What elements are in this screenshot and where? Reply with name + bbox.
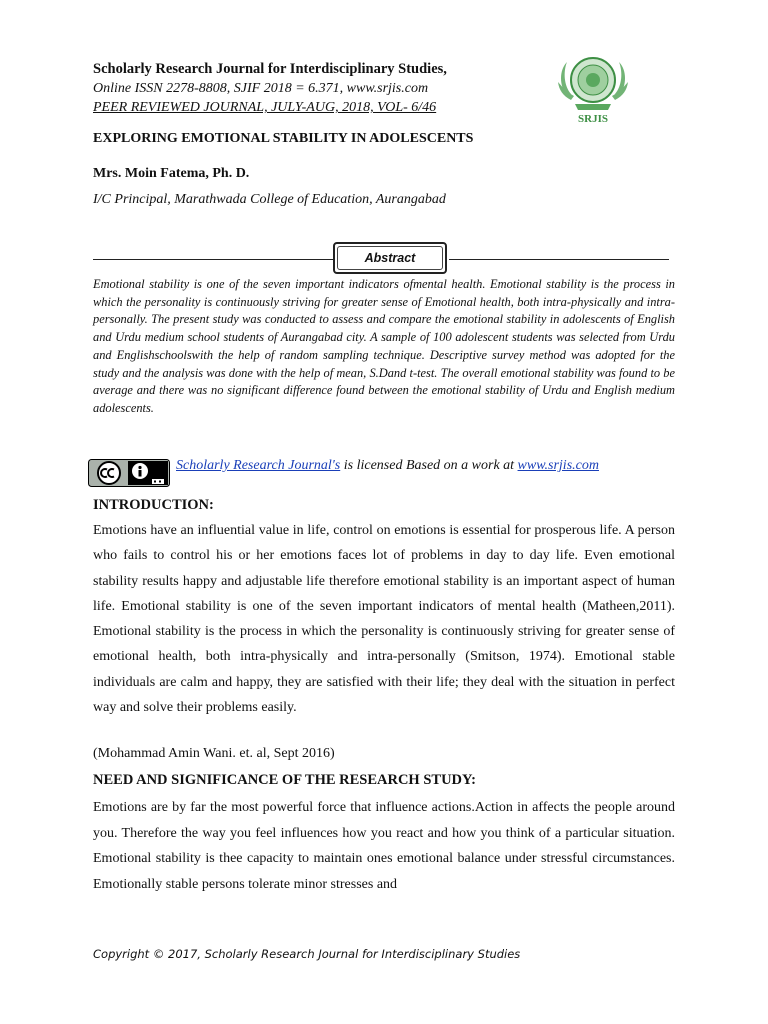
abstract-heading-box xyxy=(333,242,447,274)
article-affiliation: I/C Principal, Marathwada College of Education, Aurangabad xyxy=(93,192,446,207)
footer-copyright: Copyright © 2017, Scholarly Research Journal for Interdisciplinary Studies xyxy=(93,947,521,961)
license-line xyxy=(176,458,599,474)
introduction-citation: (Mohammad Amin Wani. et. al, Sept 2016) xyxy=(93,746,335,761)
creative-commons-by-icon xyxy=(88,459,170,487)
journal-link[interactable]: Scholarly Research Journal's xyxy=(176,458,341,473)
need-heading: NEED AND SIGNIFICANCE OF THE RESEARCH STUDY: xyxy=(93,772,476,788)
journal-title: Scholarly Research Journal for Interdisciplinary Studies, xyxy=(93,61,447,77)
journal-header xyxy=(93,60,523,117)
srjis-logo-icon xyxy=(553,52,633,124)
article-author: Mrs. Moin Fatema, Ph. D. xyxy=(93,166,250,181)
abstract-rule-left xyxy=(93,259,333,260)
journal-issn-line: Online ISSN 2278-8808, SJIF 2018 = 6.371, www.srjis.com xyxy=(93,81,429,96)
article-title: EXPLORING EMOTIONAL STABILITY IN ADOLESCENTS xyxy=(93,131,474,146)
need-paragraph: Emotions are by far the most powerful force that influence actions.Action in affects the people around you. Therefore the way you feel influences how you react and how you think of a particular situation. Emotional stability is thee capacity to maintain ones emotional balance under stressful circumstances. Emotionally stable persons tolerate minor stresses and xyxy=(93,800,675,892)
journal-peer-reviewed-line: PEER REVIEWED JOURNAL, JULY-AUG, 2018, VOL- 6/46 xyxy=(93,100,437,115)
abstract-heading: Abstract xyxy=(364,251,416,265)
introduction-paragraph: Emotions have an influential value in life, control on emotions is essential for prosperous life. A person who fails to control his or her emotions faces lot of problems in day to day life. Even emotional stability results happy and adjustable life therefore emotional stability is an important aspect of human life. Emotional stability is one of the seven important indicators of mental health (Matheen,2011). Emotional stability is the process in which the personality is continuously striving for greater sense of emotional health, both intra-physically and intra-personally (Smitson, 1974). Emotional stable individuals are calm and happy, they are satisfied with their life; they deal with the situation in perfect way and solve their problems easily. xyxy=(93,523,675,716)
license-text: is licensed Based on a work at xyxy=(340,458,518,473)
introduction-heading: INTRODUCTION: xyxy=(93,497,214,513)
website-link[interactable]: www.srjis.com xyxy=(517,458,599,473)
abstract-text: Emotional stability is one of the seven important indicators ofmental health. Emotional stability is the process in which the personality is continuously striving for greater sense of Emotional health, both intra-physically and intra-personally. The present study was conducted to assess and compare the emotional stability in adolescents of English and Urdu medium school students of Aurangabad city. A sample of 100 adolescent students was selected from Urdu and Englishschoolswith the help of random sampling technique. Descriptive survey method was adopted for the study and the analysis was done with the help of mean, S.Dand t-test. The overall emotional stability was found to be average and there was no significant difference found between the emotional stability of Urdu and English medium adolescents. xyxy=(93,277,675,415)
logo-text: SRJIS xyxy=(578,113,608,124)
abstract-rule-right xyxy=(449,259,669,260)
